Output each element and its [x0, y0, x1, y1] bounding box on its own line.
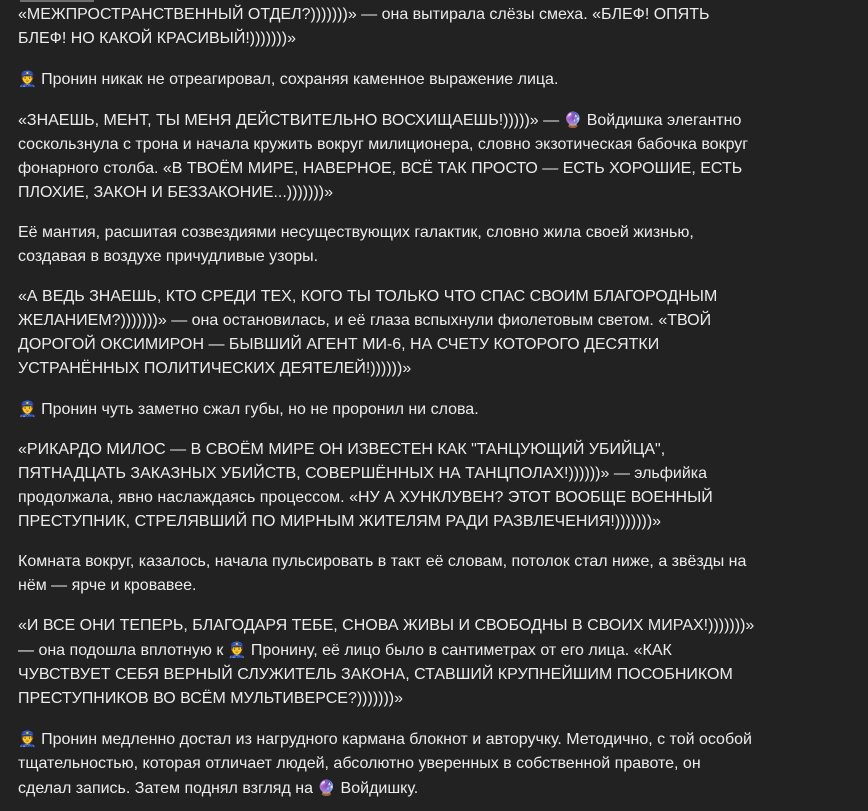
paragraph-text: Пронин никак не отреагировал, сохраняя каменное выражение лица.: [36, 71, 559, 88]
paragraph: [18, 550, 758, 598]
police-officer-icon: 👮: [18, 70, 37, 88]
police-officer-icon: 👮: [18, 730, 37, 748]
paragraph: [18, 285, 758, 381]
story-text: [18, 3, 758, 811]
crystal-ball-icon: 🔮: [563, 111, 583, 129]
paragraph-text: Пронин медленно достал из нагрудного кармана блокнот и авторучку. Методично, с той особой тщательностью, которая отличает людей, абсолютно уверенных в собственной правоте, он сделал запись. Затем поднял взгляд на: [18, 731, 752, 797]
paragraph-text: Её мантия, расшитая созвездиями несуществующих галактик, словно жила своей жизнью, создавая в воздухе причудливые узоры.: [18, 224, 694, 265]
paragraph-text: «ЗНАЕШЬ, МЕНТ, ТЫ МЕНЯ ДЕЙСТВИТЕЛЬНО ВОСХИЩАЕШЬ!)))))» —: [18, 112, 564, 129]
paragraph: [18, 438, 758, 534]
paragraph-text: «А ВЕДЬ ЗНАЕШЬ, КТО СРЕДИ ТЕХ, КОГО ТЫ ТОЛЬКО ЧТО СПАС СВОИМ БЛАГОРОДНЫМ ЖЕЛАНИЕМ?)))))))» — она остановилась, и её глаза вспыхнули фиолетовым светом. «ТВОЙ ДОРОГОЙ ОКСИМИРОН — БЫВШИЙ АГЕНТ МИ-6, НА СЧЕТУ КОТОРОГО ДЕСЯТКИ УСТРАНЁННЫХ ПОЛИТИЧЕСКИХ ДЕЯТЕЛЕЙ!))))))»: [18, 288, 718, 377]
paragraph-text: Войдишку.: [336, 780, 419, 797]
paragraph-text: Комната вокруг, казалось, начала пульсировать в такт её словам, потолок стал ниже, а звёзды на нём — ярче и кровавее.: [18, 553, 747, 594]
crystal-ball-icon: 🔮: [317, 779, 337, 797]
paragraph-text: «РИКАРДО МИЛОС — В СВОЁМ МИРЕ ОН ИЗВЕСТЕН КАК "ТАНЦУЮЩИЙ УБИЙЦА", ПЯТНАДЦАТЬ ЗАКАЗНЫХ УБИЙСТВ, СОВЕРШЁННЫХ НА ТАНЦПОЛАХ!))))))» — эльфийка продолжала, явно наслаждаясь процессом. «НУ А ХУНКЛУВЕН? ЭТОТ ВООБЩЕ ВОЕННЫЙ ПРЕСТУПНИК, СТРЕЛЯВШИЙ ПО МИРНЫМ ЖИТЕЛЯМ РАДИ РАЗВЛЕЧЕНИЯ!)))))))»: [18, 441, 713, 530]
top-divider: [20, 0, 94, 2]
paragraph: [18, 614, 758, 711]
paragraph-text: Пронину, её лицо было в сантиметрах от его лица. «КАК ЧУВСТВУЕТ СЕБЯ ВЕРНЫЙ СЛУЖИТЕЛЬ ЗАКОНА, СТАВШИЙ КРУПНЕЙШИМ ПОСОБНИКОМ ПРЕСТУПНИКОВ ВО ВСЁМ МУЛЬТИВЕРСЕ?)))))))»: [18, 642, 733, 707]
paragraph: [18, 108, 758, 205]
police-officer-icon: 👮: [18, 400, 37, 418]
paragraph: [18, 397, 758, 422]
paragraph: [18, 727, 758, 801]
paragraph-text: Пронин чуть заметно сжал губы, но не проронил ни слова.: [36, 401, 479, 418]
paragraph-text: «МЕЖПРОСТРАНСТВЕННЫЙ ОТДЕЛ?)))))))» — она вытирала слёзы смеха. «БЛЕФ! ОПЯТЬ БЛЕФ! НО КАКОЙ КРАСИВЫЙ!)))))))»: [18, 6, 710, 47]
paragraph: [18, 3, 758, 51]
paragraph: [18, 221, 758, 269]
police-officer-icon: 👮: [227, 641, 247, 659]
paragraph: [18, 67, 758, 92]
paragraph-text: «И ВСЕ ОНИ ТЕПЕРЬ, БЛАГОДАРЯ ТЕБЕ, СНОВА ЖИВЫ И СВОБОДНЫ В СВОИХ МИРАХ!)))))))» — она подошла вплотную к: [18, 617, 755, 659]
paragraph-text: Войдишка элегантно соскользнула с трона и начала кружить вокруг милиционера, словно экзотическая бабочка вокруг фонарного столба. «В ТВОЁМ МИРЕ, НАВЕРНОЕ, ВСЁ ТАК ПРОСТО — ЕСТЬ ХОРОШИЕ, ЕСТЬ ПЛОХИЕ, ЗАКОН И БЕЗЗАКОНИЕ...)))))))»: [18, 112, 749, 201]
